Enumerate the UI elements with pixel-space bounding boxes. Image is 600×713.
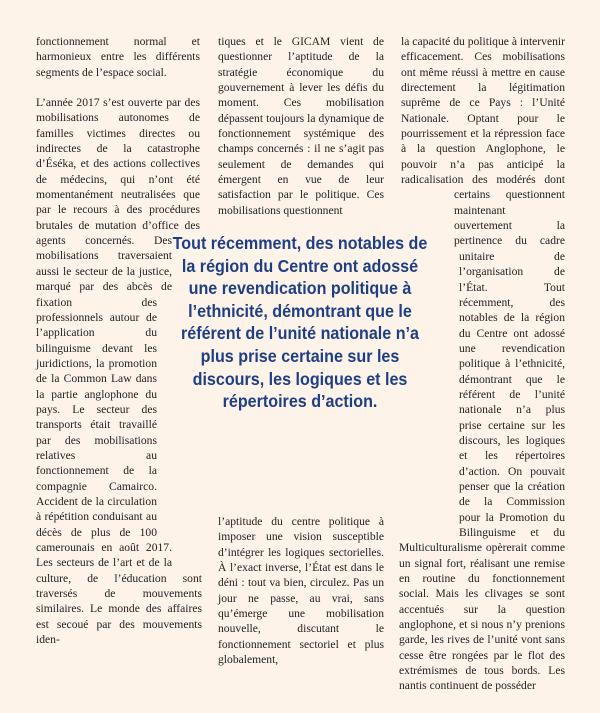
column-3-paragraph-1: la capacité du politique à intervenir efficacement. Ces mobilisations ont même réussi à mettre en cause directement la légitimation suprême de ce Pays : l’Unité Nationale. Optant pour le pourrissement et la répression face à la question Anglophone, le pouvoir n’a pas anticipé la radicalisation des modérés dont certains questionnent maintenant ouvertement la pertinence du cadre unitaire de l’organisation de l’État. Tout récemment, des notables de la région du Centre ont adossé une revendication politique à l’ethnicité, démontrant que le référent de l’unité nationale n’a plus prise certaine sur les discours, les logiques et les répertoires d’action. On pouvait penser que la création de la Commission pour la Promotion du Bilinguisme et du Multiculturalisme opèrerait comme un signal fort, réalisant une remise en routine du fonctionnement social. Mais les clivages se sont accentués sur la question anglophone, et si nous n’y prenions garde, les rives de l’unité vont sans cesse être rongées par le flot des extrémismes de tous bords. Les nantis continuent de posséder: [399, 35, 565, 693]
pull-quote: Tout récemment, des notables de la région du Centre ont adossé une revendication politique à l’ethnicité, démontrant que le référent de l’unité nationale n’a plus prise certaine sur les discours, les logiques et les répertoires d’action.: [172, 233, 428, 412]
column-1-paragraph-1: fonctionnement normal et harmonieux entre les différents segments de l’espace social.: [36, 35, 200, 79]
column-1-paragraph-2: L’année 2017 s’est ouverte par des mobilisations autonomes de familles victimes directes ou indirectes de la catastrophe d’Éséka, et des actions collectives de médecins, qui n’ont été momentanément neutralisées que par le recours à des procédures brutales de mutation d’office des agents concernés. Des mobilisations traversaient aussi le secteur de la justice, marqué par des abcès de fixation des professionnels autour de l’application du bilinguisme devant les juridictions, la promotion de la Common Law dans la partie anglophone du pays. Le secteur des transports était travaillé par des mobilisations relatives au fonctionnement de la compagnie Camairco. Accident de la circulation à répétition conduisant au décès de plus de 100 camerounais en août 2017. Les secteurs de l’art et de la culture, de l’éducation sont traversés de mouvements similaires. Le monde des affaires est secoué par des mouvements iden-: [36, 96, 202, 647]
wrap-spacer: [172, 533, 202, 561]
wrap-spacer: [200, 34, 202, 248]
column-2-paragraph-1: tiques et le GICAM vient de questionner l’aptitude de la stratégie économique du gouvernement à lever les défis du moment. Ces mobilisation dépassent toujours la dynamique de fonctionnement systémique des champs concernés : il ne s’agit pas seulement de demandes qui émergent en vue de leur satisfaction par le politique. Ces mobilisations questionnent: [218, 35, 384, 217]
paragraph-gap: [36, 80, 202, 95]
column-2: [218, 34, 384, 217]
column-2-paragraph-2: l’aptitude du centre politique à imposer une vision susceptible d’intégrer les logiques sectorielles. À l’exact inverse, l’État est dans le déni : tout va bien, circulez. Pas un jour ne passe, au vrai, sans qu’émerge une mobilisation nouvelle, discutant le fonctionnement sectoriel et plus globalement,: [218, 515, 384, 667]
column-2-lower: [218, 514, 384, 667]
